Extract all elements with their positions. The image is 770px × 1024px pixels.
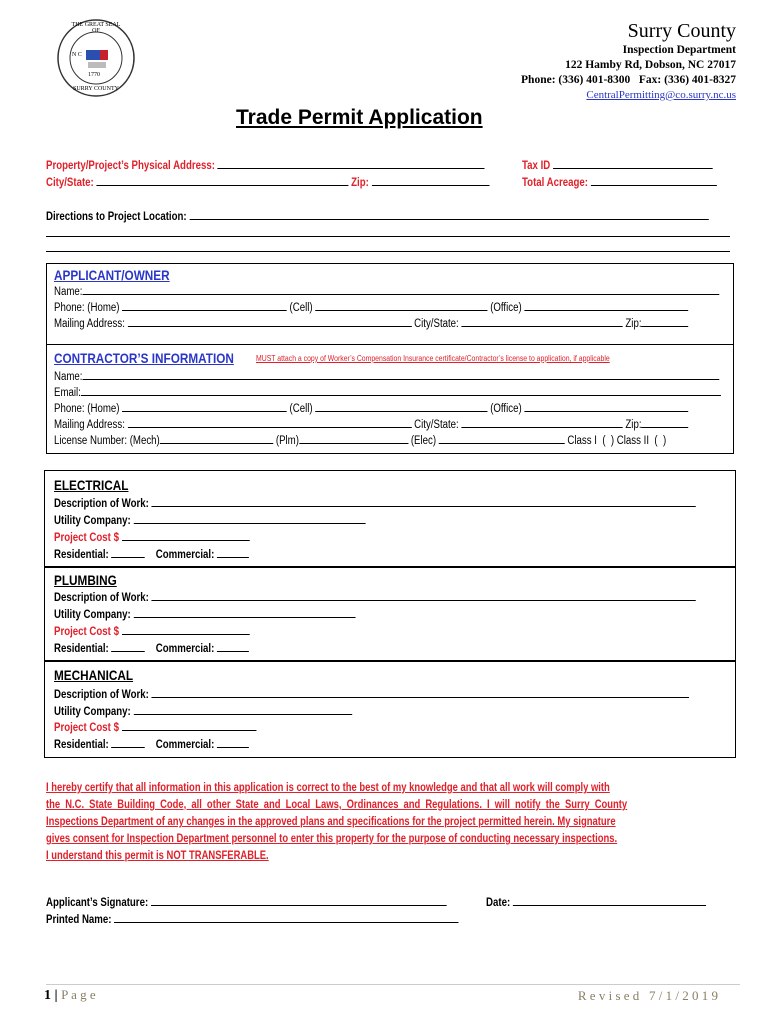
seal-top-text: THE GREAT SEAL OF (71, 22, 121, 34)
plumbing-type-row (54, 641, 249, 655)
applicant-phone-row (54, 300, 688, 314)
property-zip-label: Zip: (351, 177, 369, 189)
contractor-office-label: (Office) (490, 403, 522, 415)
mechanical-commercial-field[interactable] (217, 737, 249, 748)
certification-text (46, 780, 627, 865)
plumbing-cost-field[interactable] (122, 624, 250, 635)
certification-line-2: the N.C. State Building Code, all other State and Local Laws, Ordinances and Regulations. I will notify the Surry County (46, 799, 628, 811)
mechanical-utility-label: Utility Company: (54, 706, 131, 718)
electrical-cost-label: Project Cost $ (54, 532, 119, 544)
contractor-email-label: Email: (54, 387, 81, 399)
contractor-phone-label: Phone: (Home) (54, 403, 120, 415)
property-address-label: Property/Project’s Physical Address: (46, 160, 215, 172)
acreage-row (522, 175, 717, 189)
footer-page (44, 987, 96, 1004)
page-title: Trade Permit Application (236, 106, 483, 129)
applicant-name-field[interactable] (82, 284, 719, 295)
printed-name-row (46, 912, 459, 926)
acreage-field[interactable] (591, 175, 717, 186)
contractor-home-phone-field[interactable] (122, 401, 287, 412)
contractor-mailing-label: Mailing Address: (54, 419, 125, 431)
electrical-commercial-label: Commercial: (155, 549, 215, 561)
date-row (486, 895, 706, 909)
mechanical-heading: MECHANICAL (54, 667, 134, 683)
contractor-mailing-field[interactable] (128, 417, 412, 428)
property-zip-field[interactable] (372, 175, 490, 186)
seal-year-text: 1770 (88, 72, 100, 78)
certification-line-4: gives consent for Inspection Department personnel to enter this property for the purpose of conducting necessary inspections. (46, 833, 618, 845)
property-city-field[interactable] (96, 175, 348, 186)
contractor-zip-field[interactable] (642, 417, 689, 428)
license-elec-field[interactable] (439, 433, 565, 444)
county-name: Surry County (627, 20, 736, 42)
page-word: P a g e (61, 987, 96, 1002)
mechanical-commercial-label: Commercial: (155, 739, 215, 751)
property-address-field[interactable] (218, 158, 485, 169)
date-field[interactable] (513, 895, 706, 906)
contractor-mailing-row (54, 417, 689, 431)
applicant-city-label: City/State: (414, 318, 459, 330)
plumbing-heading: PLUMBING (54, 572, 117, 588)
page-separator-icon: | (54, 988, 58, 1003)
plumbing-utility-row (54, 607, 355, 621)
page-number: 1 (44, 988, 51, 1003)
applicant-mailing-row (54, 316, 689, 330)
mechanical-residential-label: Residential: (54, 739, 109, 751)
electrical-commercial-field[interactable] (217, 547, 249, 558)
applicant-mailing-field[interactable] (128, 316, 412, 327)
plumbing-commercial-field[interactable] (217, 641, 249, 652)
printed-name-field[interactable] (114, 912, 458, 923)
plumbing-commercial-label: Commercial: (155, 643, 215, 655)
electrical-cost-row (54, 530, 249, 544)
electrical-utility-row (54, 513, 365, 527)
tax-id-label: Tax ID (522, 160, 551, 172)
electrical-residential-field[interactable] (111, 547, 145, 558)
contractor-license-row (54, 433, 666, 447)
electrical-description-label: Description of Work: (54, 498, 149, 510)
electrical-cost-field[interactable] (122, 530, 250, 541)
revised-date: R e v i s e d 7 / 1 / 2 0 1 9 (577, 988, 718, 1003)
applicant-mailing-label: Mailing Address: (54, 318, 125, 330)
applicant-zip-field[interactable] (642, 316, 689, 327)
license-mech-field[interactable] (160, 433, 273, 444)
tax-id-row (522, 158, 713, 172)
county-seal (56, 18, 136, 98)
applicant-signature-label: Applicant’s Signature: (46, 897, 149, 909)
plumbing-utility-field[interactable] (133, 607, 355, 618)
applicant-cell-label: (Cell) (289, 302, 313, 314)
contractor-zip-label: Zip: (625, 419, 642, 431)
applicant-signature-field[interactable] (151, 895, 447, 906)
contractor-office-field[interactable] (524, 401, 688, 412)
contractor-cell-label: (Cell) (289, 403, 313, 415)
license-plm-field[interactable] (299, 433, 408, 444)
mechanical-description-label: Description of Work: (54, 689, 149, 701)
directions-line-2[interactable] (46, 236, 730, 237)
applicant-signature-row (46, 895, 447, 909)
applicant-cell-field[interactable] (315, 300, 487, 311)
seal-bottom-text: SURRY COUNTY (73, 86, 119, 92)
department-phone: Phone: (336) 401-8300 Fax: (336) 401-8327 (521, 74, 736, 86)
mechanical-utility-row (54, 704, 352, 718)
property-city-row (46, 175, 489, 189)
contractor-phone-row (54, 401, 688, 415)
certification-line-5: I understand this permit is NOT TRANSFERABLE. (46, 850, 269, 862)
acreage-label: Total Acreage: (522, 177, 589, 189)
seal-nc-text: N C (72, 52, 82, 58)
plumbing-description-label: Description of Work: (54, 592, 149, 604)
directions-line-3[interactable] (46, 251, 730, 252)
directions-label: Directions to Project Location: (46, 211, 187, 223)
applicant-city-field[interactable] (461, 316, 622, 327)
applicant-zip-label: Zip: (625, 318, 642, 330)
mechanical-utility-field[interactable] (133, 704, 351, 715)
license-class-selector[interactable]: Class I ( ) Class II ( ) (567, 435, 667, 447)
certification-line-3: Inspections Department of any changes in the approved plans and specifications for the project permitted herein. My signature (46, 816, 616, 828)
department-name: Inspection Department (622, 44, 736, 56)
electrical-description-field[interactable] (152, 496, 696, 507)
applicant-heading: APPLICANT/OWNER (54, 267, 170, 283)
mechanical-type-row (54, 737, 249, 751)
mechanical-description-row (54, 687, 689, 701)
mechanical-description-field[interactable] (152, 687, 690, 698)
contractor-name-row (54, 369, 719, 383)
contractor-name-label: Name: (54, 371, 83, 383)
electrical-residential-label: Residential: (54, 549, 109, 561)
contractor-note: MUST attach a copy of Worker’s Compensation Insurance certificate/Contractor’s license to application, if applicable (256, 354, 610, 363)
certification-line-1: I hereby certify that all information in this application is correct to the best of my knowledge and that all work will comply with (46, 782, 610, 794)
contractor-city-field[interactable] (461, 417, 622, 428)
department-email-link[interactable]: CentralPermitting@co.surry.nc.us (586, 89, 736, 101)
plumbing-cost-row (54, 624, 249, 638)
contractor-email-row (54, 385, 721, 399)
plumbing-residential-field[interactable] (111, 641, 145, 652)
printed-name-label: Printed Name: (46, 914, 112, 926)
contractor-cell-field[interactable] (315, 401, 487, 412)
electrical-utility-field[interactable] (133, 513, 365, 524)
directions-row (46, 209, 708, 223)
footer-rule (46, 984, 740, 985)
applicant-name-row (54, 284, 719, 298)
directions-field[interactable] (189, 209, 708, 220)
mechanical-cost-field[interactable] (122, 720, 256, 731)
plumbing-description-row (54, 590, 696, 604)
electrical-description-row (54, 496, 696, 510)
electrical-utility-label: Utility Company: (54, 515, 131, 527)
applicant-phone-label: Phone: (Home) (54, 302, 120, 314)
mechanical-cost-label: Project Cost $ (54, 722, 119, 734)
plumbing-residential-label: Residential: (54, 643, 109, 655)
applicant-office-label: (Office) (490, 302, 522, 314)
contractor-email-field[interactable] (81, 385, 721, 396)
property-address-row (46, 158, 485, 172)
applicant-home-phone-field[interactable] (122, 300, 287, 311)
date-label: Date: (486, 897, 511, 909)
department-address: 122 Hamby Rd, Dobson, NC 27017 (565, 59, 736, 71)
plumbing-description-field[interactable] (152, 590, 696, 601)
property-city-label: City/State: (46, 177, 94, 189)
plumbing-utility-label: Utility Company: (54, 609, 131, 621)
applicant-name-label: Name: (54, 286, 83, 298)
license-plm-label: (Plm) (275, 435, 299, 447)
electrical-type-row (54, 547, 249, 561)
contractor-city-label: City/State: (414, 419, 459, 431)
license-mech-label: License Number: (Mech) (54, 435, 160, 447)
electrical-heading: ELECTRICAL (54, 477, 129, 493)
contractor-heading: CONTRACTOR’S INFORMATION (54, 350, 234, 366)
mechanical-residential-field[interactable] (111, 737, 145, 748)
license-elec-label: (Elec) (410, 435, 437, 447)
applicant-office-field[interactable] (524, 300, 688, 311)
mechanical-cost-row (54, 720, 256, 734)
plumbing-cost-label: Project Cost $ (54, 626, 119, 638)
contractor-name-field[interactable] (82, 369, 719, 380)
tax-id-field[interactable] (553, 158, 713, 169)
